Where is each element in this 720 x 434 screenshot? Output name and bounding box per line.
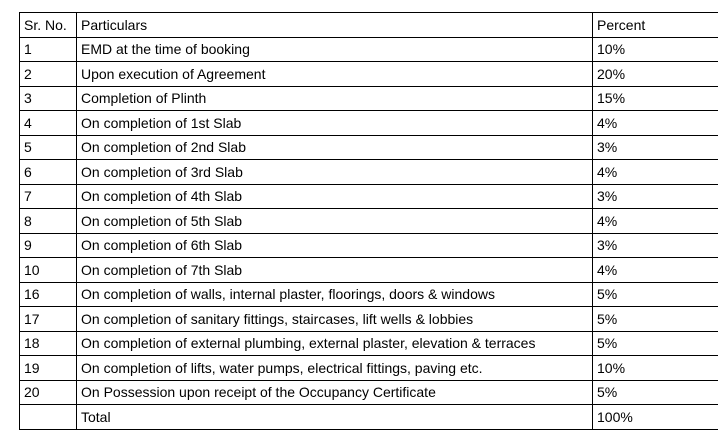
total-row xyxy=(20,405,718,430)
table-row xyxy=(20,209,718,234)
table-row xyxy=(20,282,718,307)
sr-no-cell: 5 xyxy=(20,135,77,160)
table-row xyxy=(20,37,718,62)
table-row xyxy=(20,307,718,332)
total-label: Total xyxy=(77,405,593,430)
total-percent: 100% xyxy=(593,405,718,430)
percent-cell: 5% xyxy=(593,307,718,332)
sr-no-cell: 1 xyxy=(20,37,77,62)
percent-cell: 3% xyxy=(593,184,718,209)
percent-cell: 3% xyxy=(593,233,718,258)
sr-no-cell: 7 xyxy=(20,184,77,209)
sr-no-cell: 20 xyxy=(20,380,77,405)
percent-cell: 5% xyxy=(593,282,718,307)
payment-schedule-table xyxy=(19,12,718,430)
percent-cell: 4% xyxy=(593,258,718,283)
sr-no-cell: 9 xyxy=(20,233,77,258)
particulars-cell: On completion of lifts, water pumps, electrical fittings, paving etc. xyxy=(77,356,593,381)
particulars-cell: EMD at the time of booking xyxy=(77,37,593,62)
percent-cell: 4% xyxy=(593,111,718,136)
particulars-cell: On completion of 6th Slab xyxy=(77,233,593,258)
header-sr-no: Sr. No. xyxy=(20,13,77,38)
percent-cell: 10% xyxy=(593,37,718,62)
header-row xyxy=(20,13,718,38)
percent-cell: 5% xyxy=(593,331,718,356)
sr-no-cell: 3 xyxy=(20,86,77,111)
sr-no-cell: 17 xyxy=(20,307,77,332)
sr-no-cell: 8 xyxy=(20,209,77,234)
sr-no-cell: 6 xyxy=(20,160,77,185)
percent-cell: 10% xyxy=(593,356,718,381)
particulars-cell: On completion of sanitary fittings, staircases, lift wells & lobbies xyxy=(77,307,593,332)
sr-no-cell: 10 xyxy=(20,258,77,283)
table-row xyxy=(20,86,718,111)
table-row xyxy=(20,62,718,87)
sr-no-cell: 18 xyxy=(20,331,77,356)
header-percent: Percent xyxy=(593,13,718,38)
table-row xyxy=(20,233,718,258)
table-row xyxy=(20,111,718,136)
particulars-cell: On Possession upon receipt of the Occupancy Certificate xyxy=(77,380,593,405)
header-particulars: Particulars xyxy=(77,13,593,38)
percent-cell: 4% xyxy=(593,209,718,234)
table-row xyxy=(20,331,718,356)
sr-no-cell: 2 xyxy=(20,62,77,87)
particulars-cell: On completion of 7th Slab xyxy=(77,258,593,283)
table-row xyxy=(20,258,718,283)
particulars-cell: Upon execution of Agreement xyxy=(77,62,593,87)
table-row xyxy=(20,380,718,405)
particulars-cell: On completion of 4th Slab xyxy=(77,184,593,209)
percent-cell: 5% xyxy=(593,380,718,405)
particulars-cell: On completion of 2nd Slab xyxy=(77,135,593,160)
sr-no-cell: 19 xyxy=(20,356,77,381)
particulars-cell: On completion of external plumbing, external plaster, elevation & terraces xyxy=(77,331,593,356)
particulars-cell: On completion of walls, internal plaster, floorings, doors & windows xyxy=(77,282,593,307)
sr-no-cell: 16 xyxy=(20,282,77,307)
particulars-cell: Completion of Plinth xyxy=(77,86,593,111)
percent-cell: 3% xyxy=(593,135,718,160)
particulars-cell: On completion of 1st Slab xyxy=(77,111,593,136)
particulars-cell: On completion of 3rd Slab xyxy=(77,160,593,185)
sr-no-cell: 4 xyxy=(20,111,77,136)
percent-cell: 20% xyxy=(593,62,718,87)
percent-cell: 4% xyxy=(593,160,718,185)
particulars-cell: On completion of 5th Slab xyxy=(77,209,593,234)
table-row xyxy=(20,160,718,185)
total-sr-no-cell xyxy=(20,405,77,430)
percent-cell: 15% xyxy=(593,86,718,111)
table-row xyxy=(20,135,718,160)
table-row xyxy=(20,356,718,381)
table-row xyxy=(20,184,718,209)
